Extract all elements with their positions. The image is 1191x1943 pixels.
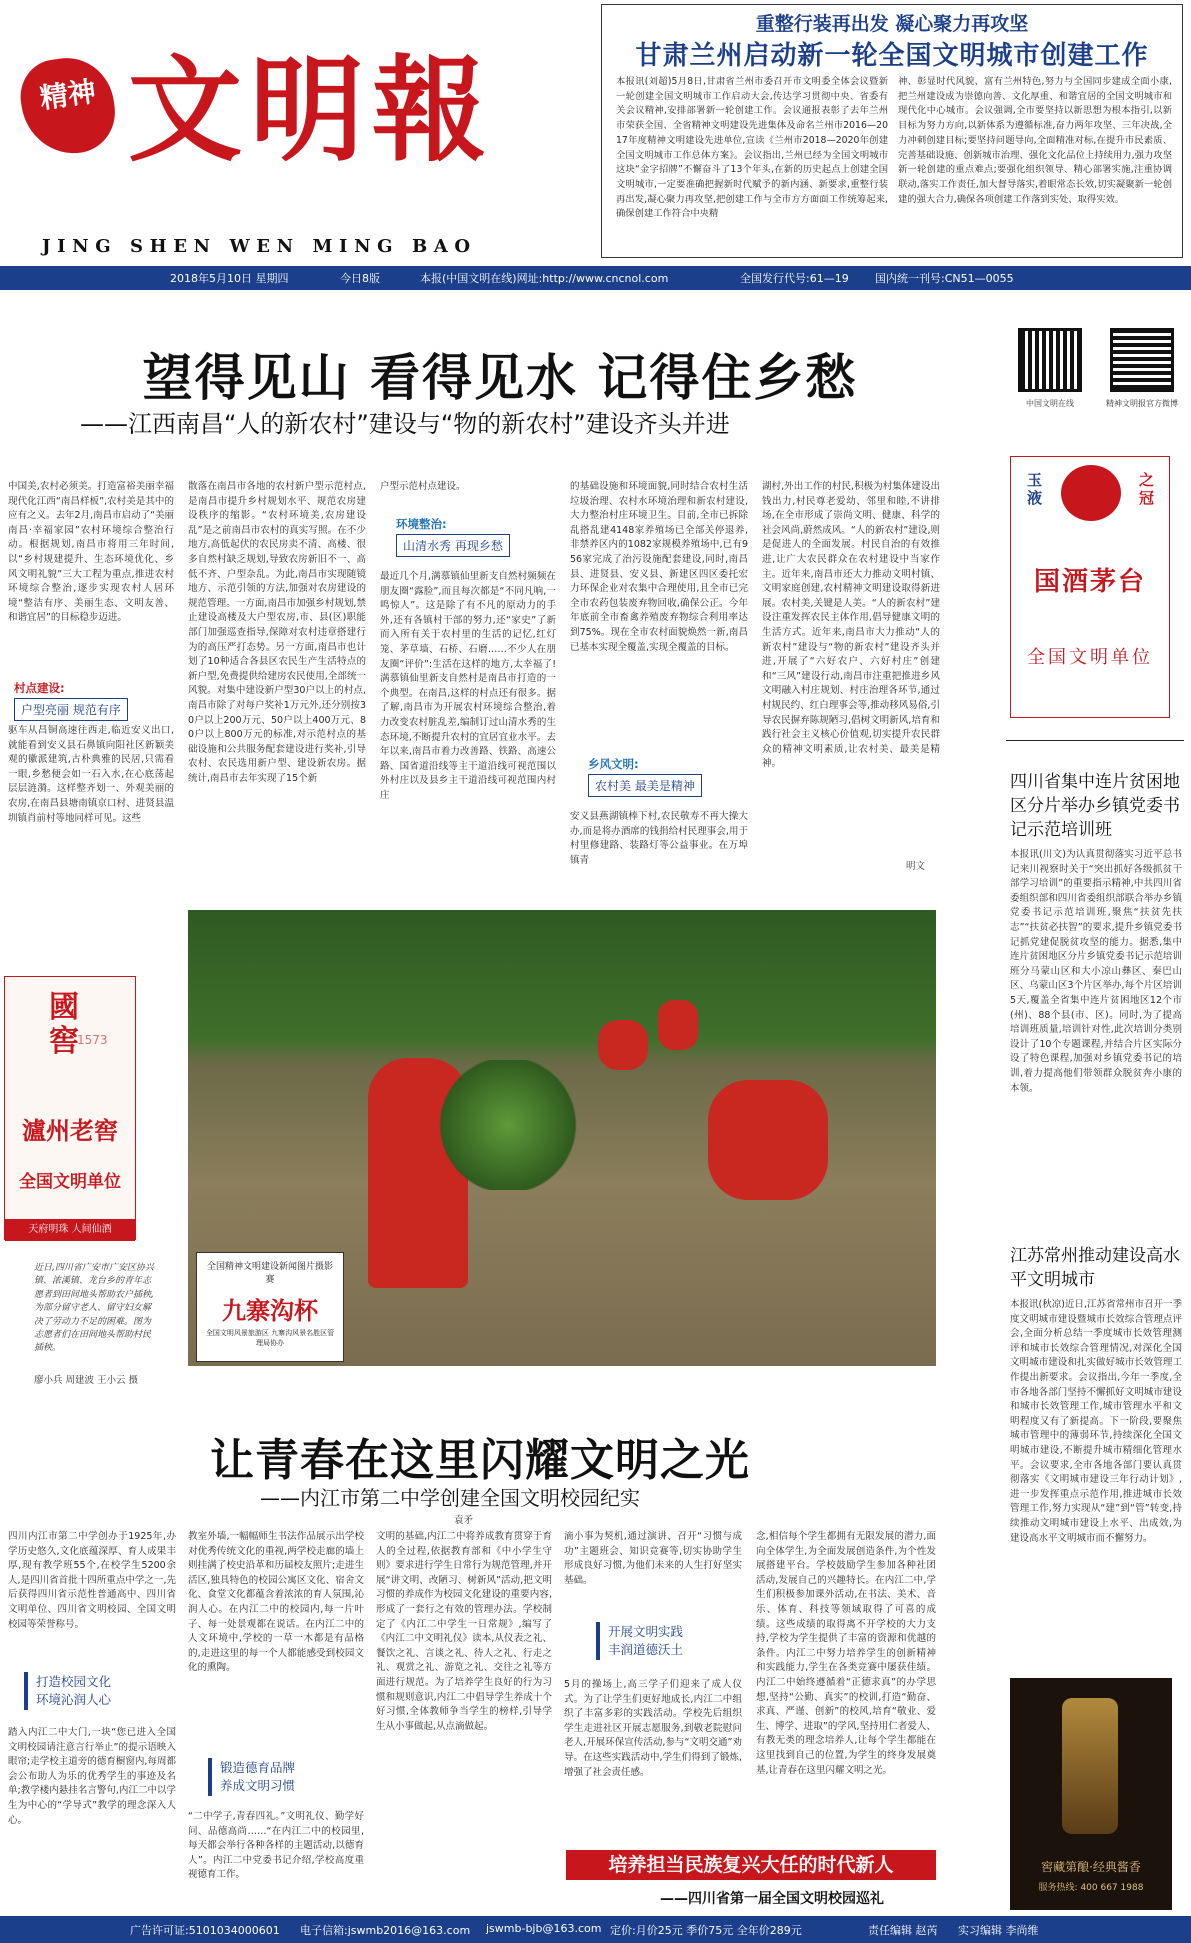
photo-contest-name: 九寨沟杯 xyxy=(222,1297,318,1325)
photo-contest-sub: 全国文明风景旅游区 九寨沟风景名胜区管理局协办 xyxy=(205,1329,335,1347)
second-subhead-1-a: 打造校园文化 xyxy=(36,1674,112,1689)
lead-col4b: 安义县燕湖镇棒下村,农民敬寿不再大操大办,而是将办酒席的钱捐给村民理事会,用于村里修建路、装路灯等公益事业。在万埠镇青 xyxy=(570,811,748,866)
cn-code: 国内统一刊号:CN51—0055 xyxy=(875,272,1014,285)
ad-moutai-right: 之冠 xyxy=(1139,471,1155,507)
ad-luzhou-name: 瀘州老窖 xyxy=(22,1117,118,1145)
second-banner-sub: ——四川省第一届全国文明校园巡礼 xyxy=(660,1891,884,1907)
liquor-bottle-icon xyxy=(1062,1698,1118,1834)
ad-luzhou-brand: 國窖 xyxy=(49,990,79,1059)
second-title: 让青春在这里闪耀文明之光 xyxy=(210,1435,750,1486)
ad-moutai-left: 玉液 xyxy=(1027,471,1043,507)
issn-code: 全国发行代号:61—19 xyxy=(740,272,849,285)
second-col4b: 5月的操场上,高三学子们迎来了成人仪式。为了让学生们更好地成长,内江二中组织了丰富多彩的实践活动。学校先后组织学生走进社区开展志愿服务,到敬老院慰问老人,开展环保宣传活动,参与“文明交通”劝导。在这些实践活动中,学生们得到了锻炼,增强了社会责任感。 xyxy=(564,1679,742,1778)
second-subhead-2 xyxy=(208,1758,358,1796)
qr-code-left[interactable] xyxy=(1018,328,1082,392)
newspaper-logo xyxy=(18,30,495,190)
photo-volunteer-4 xyxy=(658,1000,698,1050)
second-subhead-1 xyxy=(24,1672,174,1710)
lead-byline-tail: 明文 xyxy=(906,861,926,872)
second-col2a: 教室外墙,一幅幅师生书法作品展示出学校对优秀传统文化的重视,两学校走廊的墙上则挂满了校史沿革和历届校友照片;走进生活区,独具特色的校园公寓区文化、宿舍文化、食堂文化都蕴含着浓浓的育人氛围,沁润人心。在内江二中的校园内,每一片叶子、每一处景观都在说话。在内江二中的人文环境中,学校的一草一木都是有品格的,走进这里的每一个人都能感受到校园文化的熏陶。 xyxy=(188,1531,364,1674)
footer-editor: 责任编辑 赵芮 xyxy=(868,1924,938,1937)
issue-date: 2018年5月10日 星期四 xyxy=(170,272,289,285)
qr-label-right: 精神文明报官方微博 xyxy=(1106,399,1178,408)
second-author: 袁矛 xyxy=(454,1515,474,1526)
photo-caption: 近日,四川省广安市广安区协兴镇、浓溪镇、龙台乡的青年志愿者到田间地头帮助农户插秧,为部分留守老人、留守妇女解决了劳动力不足的困难。图为志愿者们在田间地头帮助村民插秧。 xyxy=(34,1263,154,1354)
lead-subhead-3 xyxy=(588,756,748,796)
second-banner: 培养担当民族复兴大任的时代新人 xyxy=(566,1850,936,1880)
top-story-title: 甘肃兰州启动新一轮全国文明城市创建工作 xyxy=(635,41,1149,71)
lead-col3a: 户型示范村点建设。 xyxy=(380,481,466,492)
top-story-col1: 本报讯(刘超)5月8日,甘肃省兰州市委召开市文明委全体会议暨新一轮创建全国文明城市工作启动大会,传达学习贯彻中央、省委有关会议精神,安排部署新一轮创建工作。会议通报表彰了去年兰州市荣获全国、全省精神文明建设先进集体及命名兰州市2016—2017年度精神文明建设先进单位,宣读《兰州市2018—2020年创建全国文明城市工作总体方案》。会议指出,兰州已经为全国文明城市这块“金字招牌”不懈奋斗了13个年头,在新的历史起点上创建全国文明城市,一定要准确把握新时代赋予的新内涵、新要求,重整行装再出发,凝心聚力再攻坚,把创建工作与全市方方面面工作统筹起来,确保创建工作符合中央精 xyxy=(616,76,888,220)
jiangsu-body: 本报讯(秋凉)近日,江苏省常州市召开一季度文明城市建设暨城市长效综合管理点评会,全面分析总结一季度城市长效管理测评和城市长效综合管理情况,对深化全国文明城市建设和扎实做好城市长效管理工作提出新要求。会议指出,今年一季度,全市各地各部门坚持不懈抓好文明城市建设和城市长效管理工作,城市管理水平和文明程度又有了新提高。下一阶段,要聚焦城市管理中的薄弱环节,持续深化全国文明城市建设,不断提升城市精细化管理水平。会议要求,全市各地各部门要认真贯彻落实《文明城市建设三年行动计划》,进一步发挥重点示范作用,推进城市长效管理工作,努力实现从“建”到“管”转变,持续推动文明城市建设上水平、出成效,为建设高水平文明城市而不懈努力。 xyxy=(1010,1299,1182,1544)
second-subhead-2-b: 养成文明习惯 xyxy=(220,1778,296,1793)
lead-title: 望得见山 看得见水 记得住乡愁 xyxy=(142,349,858,407)
second-subtitle: ——内江市第二中学创建全国文明校园纪实 xyxy=(260,1486,640,1510)
footer-intern: 实习编辑 李尚维 xyxy=(958,1924,1039,1937)
sichuan-rule xyxy=(1006,740,1184,741)
second-col4a: 滴小事为契机,通过演讲、召开“习惯与成功”主题班会、知识竞赛等,切实协助学生形成良好习惯,为他们未来的人生打好坚实基础。 xyxy=(564,1531,742,1586)
lead-subhead-1 xyxy=(14,680,174,720)
footer-inner xyxy=(0,1922,1191,1938)
ad-liquor-name: 窖藏第酿·经典酱香 xyxy=(1041,1860,1141,1874)
lead-subhead-1-text: 户型亮丽 规范有序 xyxy=(14,698,128,721)
ad-moutai-name: 国酒茅台 xyxy=(1033,567,1146,597)
photo-volunteer-2 xyxy=(708,1080,828,1200)
qr-code-right[interactable] xyxy=(1110,328,1174,392)
masthead-pinyin: JING SHEN WEN MING BAO xyxy=(42,236,477,257)
top-story-box xyxy=(601,4,1183,258)
lead-subhead-2-text: 山清水秀 再现乡愁 xyxy=(396,534,510,557)
date-bar-inner xyxy=(170,270,1191,286)
lead-subtitle: ——江西南昌“人的新农村”建设与“物的新农村”建设齐头并进 xyxy=(80,410,730,438)
ad-liquor-tel: 服务热线: 400 667 1988 xyxy=(1038,1883,1144,1893)
ad-luzhou-unit: 全国文明单位 xyxy=(19,1172,121,1192)
photo-rice-seedlings xyxy=(438,1060,578,1190)
photo-contest-label xyxy=(196,1252,344,1362)
lead-subhead-2-label: 环境整治: xyxy=(396,517,447,531)
footer-email-2[interactable]: jswmb-bjb@163.com xyxy=(486,1922,602,1935)
lead-subhead-3-text: 农村美 最美是精神 xyxy=(588,774,702,797)
footer-email[interactable]: 电子信箱:jswmb2016@163.com xyxy=(300,1924,471,1937)
lead-col1b: 驱车从昌铜高速往西走,临近安义出口,就能看到安义县石鼻镇向阳社区新颖美观的徽派建筑,古朴典雅的民居,只需看一眼,乡愁便会如一石入水,在心底荡起层层涟漪。这样整齐划一、外观美丽的农房,在南昌县塘南镇京口村、进贤县温圳镇肖前村等地同样可见。这些 xyxy=(8,725,174,824)
photo-volunteer-3 xyxy=(598,1020,648,1070)
photo-contest-top: 全国精神文明建设新闻图片摄影赛 xyxy=(206,1262,333,1285)
second-subhead-3 xyxy=(596,1622,746,1660)
second-col1b: 踏入内江二中大门,一块“您已进入全国文明校园请注意言行举止”的提示语映入眼帘;走学校主道旁的德育橱窗内,每周都会公布助人为乐的优秀学生的事迹及名单;教学楼内悬挂名言警句,内江二中以学生为中心的“学导式”教学的理念深入人心。 xyxy=(8,1727,176,1826)
logo-seal-text: 精神 xyxy=(37,74,98,116)
footer-price: 定价:月价25元 季价75元 全年价289元 xyxy=(610,1924,802,1937)
top-story-kicker: 重整行装再出发 凝心聚力再攻坚 xyxy=(755,13,1029,35)
ad-luzhou[interactable] xyxy=(4,976,136,1240)
top-story-col2: 神、彰显时代风貌、富有兰州特色,努力与全国同步建成全面小康,把兰州建设成为崇德向善、文化厚重、和谐宜居的全国文明城市和现代化中心城市。会议强调,全市要坚持以新思想为根本指引,以新目标为努力方向,以新体系为遵循标准,奋力两年攻坚、三年决战,全力冲刺创建目标;要坚持问题导向,全面精准对标,在提升市民素质、完善基础设施、创新城市治理、强化文化品位上持续用力,强力攻坚新一轮创建的重点难点;要强化组织领导、精心部署实施,注重协调联动,落实工作责任,加大督导落实,着眼常态长效,切实凝聚新一轮创建的强大合力,确保各项创建工作落到实处、取得实效。 xyxy=(898,76,1172,205)
lead-col4a: 的基础设施和环境面貌,同时结合农村生活垃圾治理、农村水环境治理和新农村建设,大力整治村庄环境卫生。目前,全市已拆除乱搭乱建4148家养殖场已全部关停退养,非禁养区内的1082家规模养殖场中,已有956家完成了治污设施配套建设,同时,南昌县、进贤县、安义县、新建区四区委托宏力环保企业对农集中合理使用,且全市已完全市农药包装废弃物回收,确保公正。今年年底前全市畜禽养殖废弃物综合利用率达到75%。现在全市农村面貌焕然一新,南昌已基本实现全覆盖,实现全覆盖的目标。 xyxy=(570,481,748,653)
lead-subhead-3-label: 乡风文明: xyxy=(588,757,639,771)
logo-title: 文明報 xyxy=(128,43,495,177)
jiangsu-title: 江苏常州推动建设高水平文明城市 xyxy=(1010,1246,1180,1290)
photo-credit: 廖小兵 周建波 王小云 摄 xyxy=(34,1375,139,1386)
ad-luzhou-sub: 1573 xyxy=(77,1033,108,1047)
lead-col3b: 最近几个月,满慕镇仙里新支自然村频频在朋友圈“露脸”,而且每次都是“不同凡响,一鸣惊人”。这是除了有不凡的原动力的手外,还有各镇村干部的努力,还“家史”了新而入所有关于农村里的生活的记忆,红灯笼、茅草墙、石桥、石磨……不少人在朋友圈“评价”:生活在这样的地方,太幸福了!满慕镇仙里新支自然村是南昌市打造的一个典型。在南昌,这样的村点还有很多。据了解,南昌市为开展农村环境综合整治,着力改变农村脏乱差,编制订过山清水秀的生态环境,不断提升农村的宜居宜业水平。去年以来,南昌市着力改善路、铁路、高速公路、国省道沿线等主干道沿线可视范围以外村庄以及县乡主干道沿线可视范围内村庄 xyxy=(380,571,556,801)
second-subhead-3-b: 丰润道德沃土 xyxy=(608,1642,684,1657)
lead-col2: 散落在南昌市各地的农村新户型示范村点,是南昌市提升乡村规划水平、规范农房建设秩序的缩影。“农村环境美,农房建设乱”是之前南昌市农村的真实写照。在不少地方,高低起伏的农民房卖不清、高楼、很多自然村缺乏规划,导致农房新旧不一、高低不齐、户型杂乱。为此,南昌市实现随镜地方、示范引领的方法,加强对农房建设的规范管理。一方面,南昌市加强乡村规划,禁止建设高楼及大户型农房,市、县(区)职能部门加强巡查指导,保障对农村违章搭建行为的高压严打态势。另一方面,南昌市也计划了10种适合各县区农民生产生活特点的新户型,免费提供给建房农民使用,全部统一风貌。对集中建设新户型30户以上的村点,南昌市除了对每户奖补1万元外,还分别按30户以上200万元、50户以上400万元、80户以上800万元的标准,对示范村点的基础设施和公共服务配套建设进行奖补,引导农村、农民选用新户型、建设新农房。据统计,南昌市去年实现了15个新 xyxy=(188,481,366,784)
second-col1a: 四川内江市第二中学创办于1925年,办学历史悠久,文化底蕴深厚、育人成果丰厚,现有教学班55个,在校学生5200余人,是四川省首批十四所重点中学之一,先后获得四川省示范性普通高中、四川省文明单位、四川省文明校园、全国文明校园等荣誉称号。 xyxy=(8,1531,176,1630)
lead-subhead-2 xyxy=(396,516,556,556)
second-col2b: “二中学子,青春四礼。”文明礼仪、勤学好问、品德高尚……“在内江二中的校园里,每天都会举行各种各样的主题活动,以德育人”。内江二中党委书记介绍,学校高度重视德育工作。 xyxy=(188,1811,364,1881)
ad-moutai-unit: 全国文明单位 xyxy=(1027,647,1153,668)
ad-moutai[interactable] xyxy=(1010,456,1170,718)
sichuan-title: 四川省集中连片贫困地区分片举办乡镇党委书记示范培训班 xyxy=(1010,772,1180,840)
second-col3: 文明的基础,内江二中将养成教育贯穿于育人的全过程,依据教育部和《中小学生守则》要求进行学生日常行为规范管理,并开展“讲文明、改陋习、树新风”活动,把文明习惯的养成作为校园文化建设的重要内容,形成了一套行之有效的管理办法。学校制定了《内江二中学生一日常规》,编写了《内江二中文明礼仪》读本,从仪表之礼、餐饮之礼、言谈之礼、待人之礼、行走之礼、观赏之礼、游览之礼、交往之礼等方面进行规范。为了培养学生良好的行为习惯和规则意识,内江二中倡导学生养成十个好习惯,全体教师争当学生的榜样,引导学生从小事做起,从点滴做起。 xyxy=(376,1531,552,1732)
lead-subhead-1-label: 村点建设: xyxy=(14,681,65,695)
lead-col5: 湖村,外出工作的村民,积极为村集体建设出钱出力,村民尊老爱幼、邻里和睦,不讲排场,在全市形成了崇尚文明、健康、科学的社会风尚,蔚然成风。“人的新农村”建设,则是促进人的全面发展。村民自治的有效推进,让广大农民群众在农村建设中当家作主。近年来,南昌市还大力推动文明村镇、文明家庭创建,农村精神文明建设取得新进展。农村美,关键是人美。“人的新农村”建设注重发挥农民主体作用,倡导健康文明的生活方式。近年来,南昌市大力推动“人的新农村”建设与“物的新农村”建设齐头并进,开展了“六好农户、六好村庄”创建和“三风”建设行动,南昌市注重把推进乡风文明融入村庄规划、村庄治理各环节,通过村规民约、红白理事会等,推动移风易俗,引导农民摒弃陈规陋习,倡树文明新风,培育和践行社会主义核心价值观,切实提升农民群众的精神文明素质,让农村美、最美是精神。 xyxy=(762,481,940,770)
second-col5: 念,相信每个学生都拥有无限发展的潜力,面向全体学生,为全面发展创造条件,为个性发展搭建平台。学校鼓励学生参加各种社团活动,发展自己的兴趣特长。在内江二中,学生们积极参加课外活动,在书法、美术、音乐、体育、科技等领域取得了可喜的成绩。这些成绩的取得离不开学校的大力支持,学校为学生提供了丰富的资源和优越的条件。内江二中努力培养学生的创新精神和实践能力,学生在各类竞赛中屡获佳绩。内江二中始终遵循着“正德求真”的办学思想,坚持“公勤、真实”的校训,打造“勤奋、求真、严谨、创新”的校风,培育“敬业、爱生、博学、进取”的学风,坚持用仁者爱人、有教无类的理念培养人,让每个学生都能在这里找到自己的位置,为学生的终身发展奠基,让青春在这里闪耀文明之光。 xyxy=(756,1531,936,1776)
sichuan-body: 本报讯(川文)为认真贯彻落实习近平总书记来川视察时关于“突出抓好各级抓贫干部学习培训”的重要指示精神,中共四川省委组织部和四川省委组织部联合举办乡镇党委书记示范培训班,聚焦“扶贫先扶志”“扶贫必扶智”的要求,提升乡镇党委书记抓党建促脱贫攻坚的能力。据悉,集中连片贫困地区分片乡镇党委书记示范培训班分马蒙山区和大小凉山彝区、秦巴山区、乌蒙山区3个片区举办,每个片区培训5天,覆盖全省集中连片贫困地区12个市(州)、88个县(市、区)。同时,为了提高培训班质量,培训针对性,此次培训分类别设计了10个专题课程,并结合片区实际分设了特色课程,加强对乡镇党委书记的培训,着力提高他们带领群众脱贫奔小康的本领。 xyxy=(1010,849,1182,1094)
ad-liquor-bottom[interactable] xyxy=(1010,1678,1172,1910)
second-subhead-3-a: 开展文明实践 xyxy=(608,1624,684,1639)
lead-col1a: 中国美,农村必须美。打造富裕美丽幸福现代化江西“南昌样板”,农村美是其中的应有之义。去年2月,南昌市启动了“美丽南昌·幸福家园”农村环境综合整治行动。根据规划,南昌市将用三年时间,以“乡村规建提升、生态环境优化、乡风文明礼貌”三大工程为重点,推进农村环境综合整治,逐步实现农村人居环境“整洁有序、美丽生态、文明友善、和谐宜居”的目标稳步迈进。 xyxy=(8,481,174,624)
ad-luzhou-bar: 天府明珠 人间仙酒 xyxy=(5,1219,135,1241)
second-subhead-1-b: 环境沁润人心 xyxy=(36,1692,112,1707)
qr-label-left: 中国文明在线 xyxy=(1026,399,1074,408)
issue-pages: 今日8版 xyxy=(340,272,380,285)
footer-license: 广告许可证:5101034000601 xyxy=(130,1924,280,1937)
second-subhead-2-a: 锻造德育品牌 xyxy=(220,1760,296,1775)
publisher-website[interactable]: 本报(中国文明在线)网址:http://www.cncnol.com xyxy=(420,272,669,285)
ad-moutai-logo-icon xyxy=(1061,465,1121,521)
masthead xyxy=(0,0,600,257)
